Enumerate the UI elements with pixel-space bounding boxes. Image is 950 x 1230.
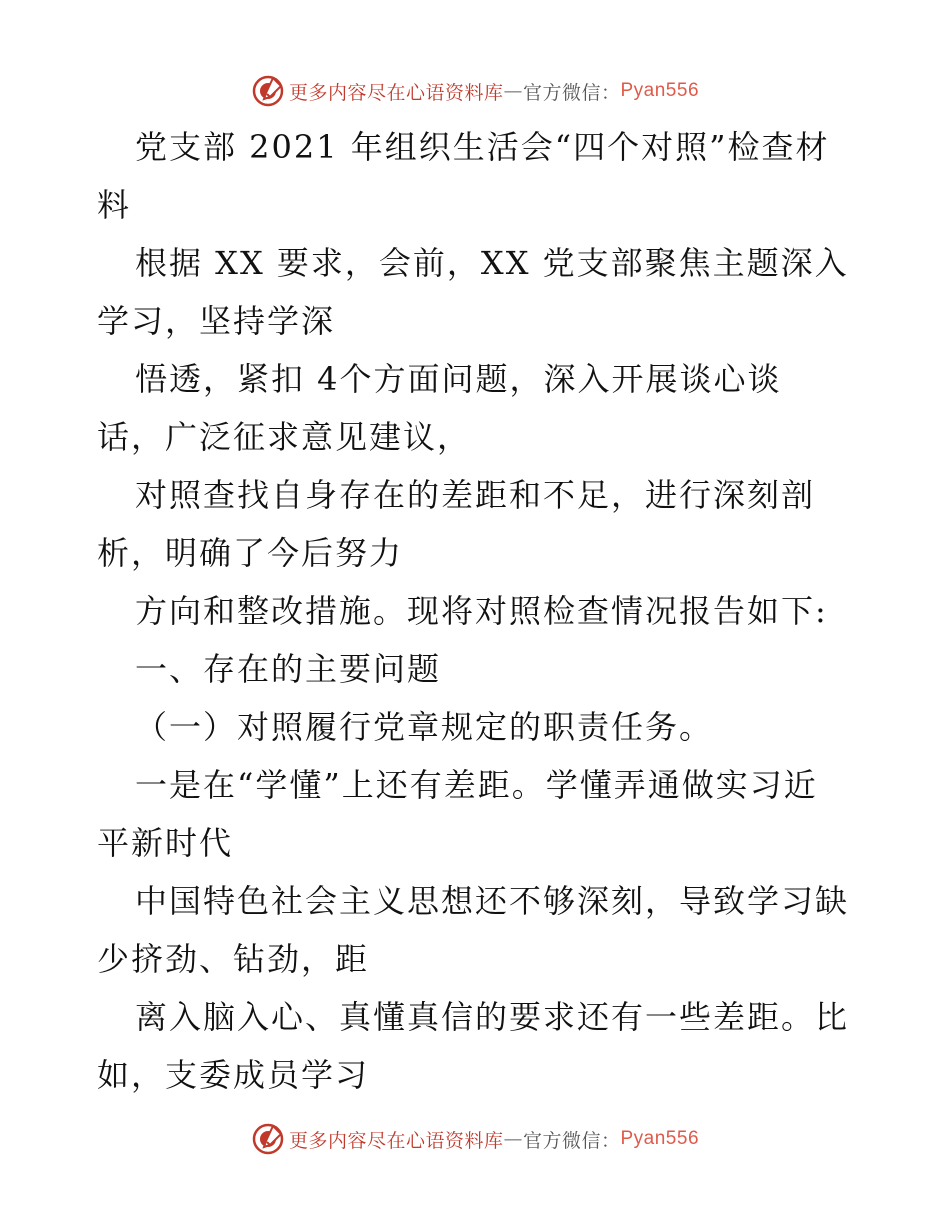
text-line: 方向和整改措施。现将对照检查情况报告如下: bbox=[135, 592, 828, 630]
document-body bbox=[97, 118, 857, 1104]
text-line: 党支部 2021 年组织生活会“四个对照”检查材 bbox=[135, 128, 830, 166]
watermark-separator: — bbox=[503, 1128, 523, 1150]
header-watermark bbox=[0, 71, 950, 111]
text-line: 料 bbox=[97, 186, 132, 224]
watermark-main-text: 更多内容尽在心语资料库 bbox=[288, 1129, 504, 1152]
text-line: 如，支委成员学习 bbox=[97, 1056, 370, 1094]
text-line: 离入脑入心、真懂真信的要求还有一些差距。比 bbox=[135, 998, 850, 1036]
watermark-wechat-label: 官方微信： bbox=[522, 1129, 621, 1152]
watermark-separator: — bbox=[503, 80, 523, 102]
text-line: 话，广泛征求意见建议， bbox=[97, 418, 472, 456]
text-line: 一是在“学懂”上还有差距。学懂弄通做实习近 bbox=[135, 766, 818, 804]
text-line: 析，明确了今后努力 bbox=[97, 534, 404, 572]
text-line: 根据 XX 要求，会前，XX 党支部聚焦主题深入 bbox=[135, 244, 849, 282]
text-line: 中国特色社会主义思想还不够深刻，导致学习缺 bbox=[135, 882, 850, 920]
watermark-wechat-id: Pyan556 bbox=[620, 80, 700, 101]
text-line: 少挤劲、钻劲，距 bbox=[97, 940, 370, 978]
watermark-wechat-id: Pyan556 bbox=[620, 1128, 700, 1149]
text-line: （一）对照履行党章规定的职责任务。 bbox=[135, 708, 714, 746]
text-line: 学习，坚持学深 bbox=[97, 302, 336, 340]
text-line: 一、存在的主要问题 bbox=[135, 650, 442, 688]
text-line: 平新时代 bbox=[97, 824, 234, 862]
footer-watermark bbox=[0, 1119, 950, 1159]
pen-seal-icon bbox=[251, 74, 285, 108]
text-line: 对照查找自身存在的差距和不足，进行深刻剖 bbox=[135, 476, 816, 514]
watermark-wechat-label: 官方微信： bbox=[522, 81, 621, 104]
watermark-main-text: 更多内容尽在心语资料库 bbox=[288, 81, 504, 104]
text-line: 悟透，紧扣 4个方面问题，深入开展谈心谈 bbox=[135, 360, 782, 398]
pen-seal-icon bbox=[251, 1122, 285, 1156]
